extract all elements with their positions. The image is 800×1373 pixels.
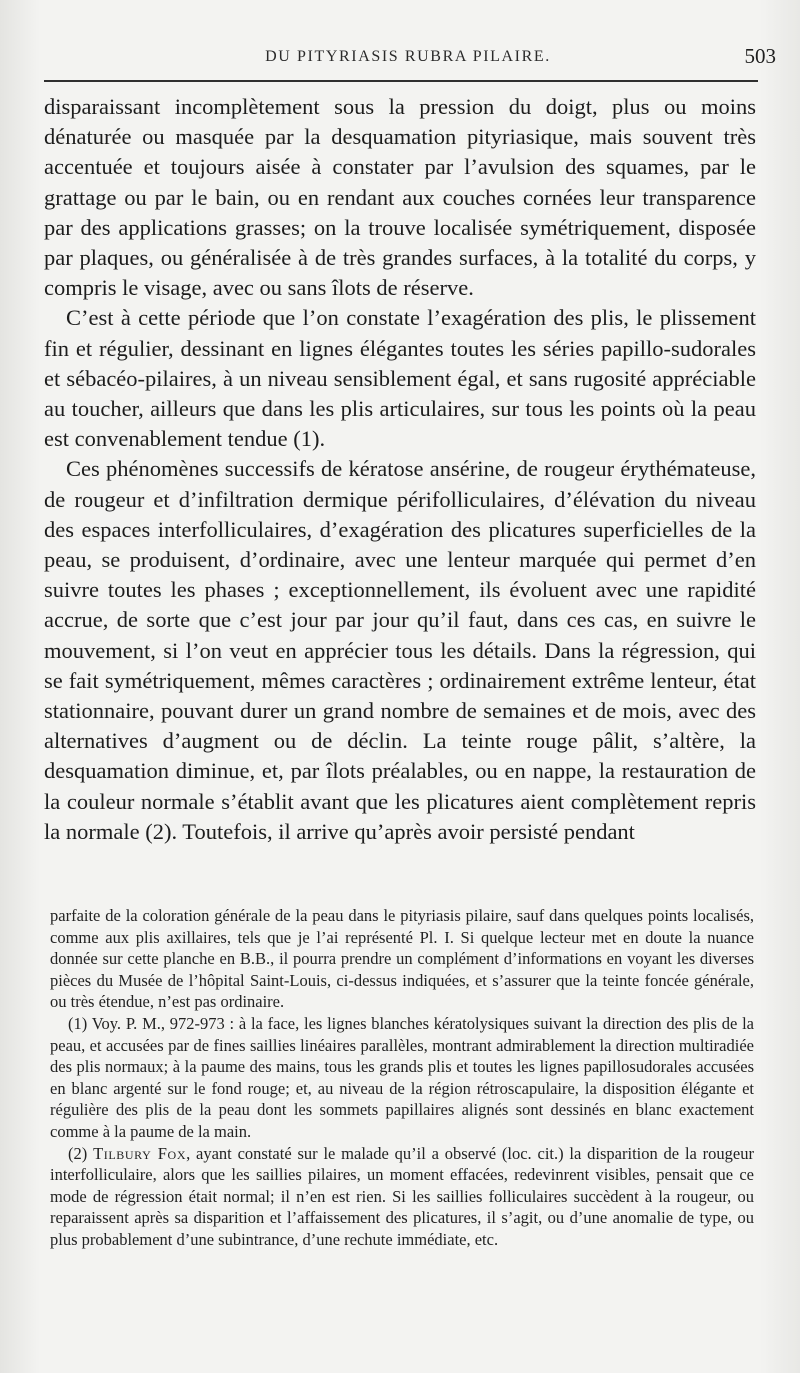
paragraph-continuation: disparaissant incomplètement sous la pression du doigt, plus ou moins dénaturée ou masquée par la desquamation pityriasique, mais souvent très accentuée et toujours aisée à constater par l’avulsion des squames, par le grattage ou par le bain, ou en rendant aux couches cornées leur transparence par des applications grasses; on la trouve localisée symétriquement, disposée par plaques, ou généralisée à de très grandes surfaces, à la totalité du corps, y compris le visage, avec ou sans îlots de réserve.: [44, 94, 756, 301]
footnotes: [50, 905, 754, 1251]
footnote-1: (1) Voy. P. M., 972-973 : à la face, les lignes blanches kératolysiques suivant la direction des plis de la peau, et accusées par de fines saillies linéaires parallèles, montrant admirablement la direction multiradiée des plis normaux; à la paume des mains, tous les grands plis et toutes les lignes papillosudorales accusées en blanc argenté sur le fond rouge; et, au niveau de la région rétroscapulaire, la disposition élégante et régulière des plis de la peau dont les sommets papillaires alignés sont dessinés en blanc exactement comme à la paume de la main.: [50, 1013, 754, 1141]
main-text: [44, 92, 756, 847]
page-header: [40, 44, 776, 74]
paragraph-phenomenes: Ces phénomènes successifs de kératose ansérine, de rougeur érythémateuse, de rougeur et d’infiltration dermique périfolliculaires, d’élévation du niveau des espaces interfolliculaires, d’exagération des plicatures superficielles de la peau, se produisent, d’ordinaire, avec une lenteur marquée qui permet d’en suivre toutes les phases ; exceptionnellement, ils évoluent avec une rapidité accrue, de sorte que c’est jour par jour qu’il faut, dans ces cas, en suivre le mouvement, si l’on veut en apprécier tous les détails. Dans la régression, qui se fait symétriquement, mêmes caractères ; ordinairement extrême lenteur, état stationnaire, pouvant durer un grand nombre de semaines et de mois, avec des alternatives d’augment ou de déclin. La teinte rouge pâlit, s’altère, la desquamation diminue, et, par îlots préalables, ou en nappe, la restauration de la couleur normale s’établit avant que les plicatures aient complètement repris la normale (2). Toutefois, il arrive qu’après avoir persisté pendant: [44, 456, 756, 844]
footnote-2-text: , ayant constaté sur le malade qu’il a observé (loc. cit.) la disparition de la rougeur interfolliculaire, alors que les saillies pilaires, un moment effacées, redevinrent visibles, pensait que ce mode de régression était normal; il n’en est rien. Si les saillies folliculaires succèdent à la rougeur, ou reparaissent après sa disparition et l’affaissement des plicatures, il s’agit, ou d’une anomalie de type, ou plus probablement d’une subintrance, d’une rechute immédiate, etc.: [50, 1143, 754, 1249]
header-rule: [44, 80, 758, 82]
footnote-2-marker: (2): [68, 1143, 88, 1163]
footnote-2: [50, 1143, 754, 1251]
running-title: DU PITYRIASIS RUBRA PILAIRE.: [265, 48, 551, 65]
footnote-continuation: parfaite de la coloration générale de la peau dans le pityriasis pilaire, sauf dans quelques points localisés, comme aux plis axillaires, tels que je l’ai représenté Pl. I. Si quelque lecteur met en doute la nuance donnée sur cette planche en B.B., il pourra prendre un complément d’informations en voyant les diverses pièces du Musée de l’hôpital Saint-Louis, ci-dessus indiquées, et s’assurer que la teinte foncée générale, ou très étendue, n’est pas ordinaire.: [50, 906, 754, 1012]
paragraph-plis: C’est à cette période que l’on constate l’exagération des plis, le plissement fin et régulier, dessinant en lignes élégantes toutes les séries papillo-sudorales et sébacéo-pilaires, à un niveau sensiblement égal, et sans rugosité appréciable au toucher, ailleurs que dans les plis articulaires, sur tous les points où la peau est convenablement tendue (1).: [44, 305, 756, 452]
page-number: 503: [744, 44, 776, 68]
footnote-2-author: Tilbury Fox: [93, 1143, 187, 1163]
